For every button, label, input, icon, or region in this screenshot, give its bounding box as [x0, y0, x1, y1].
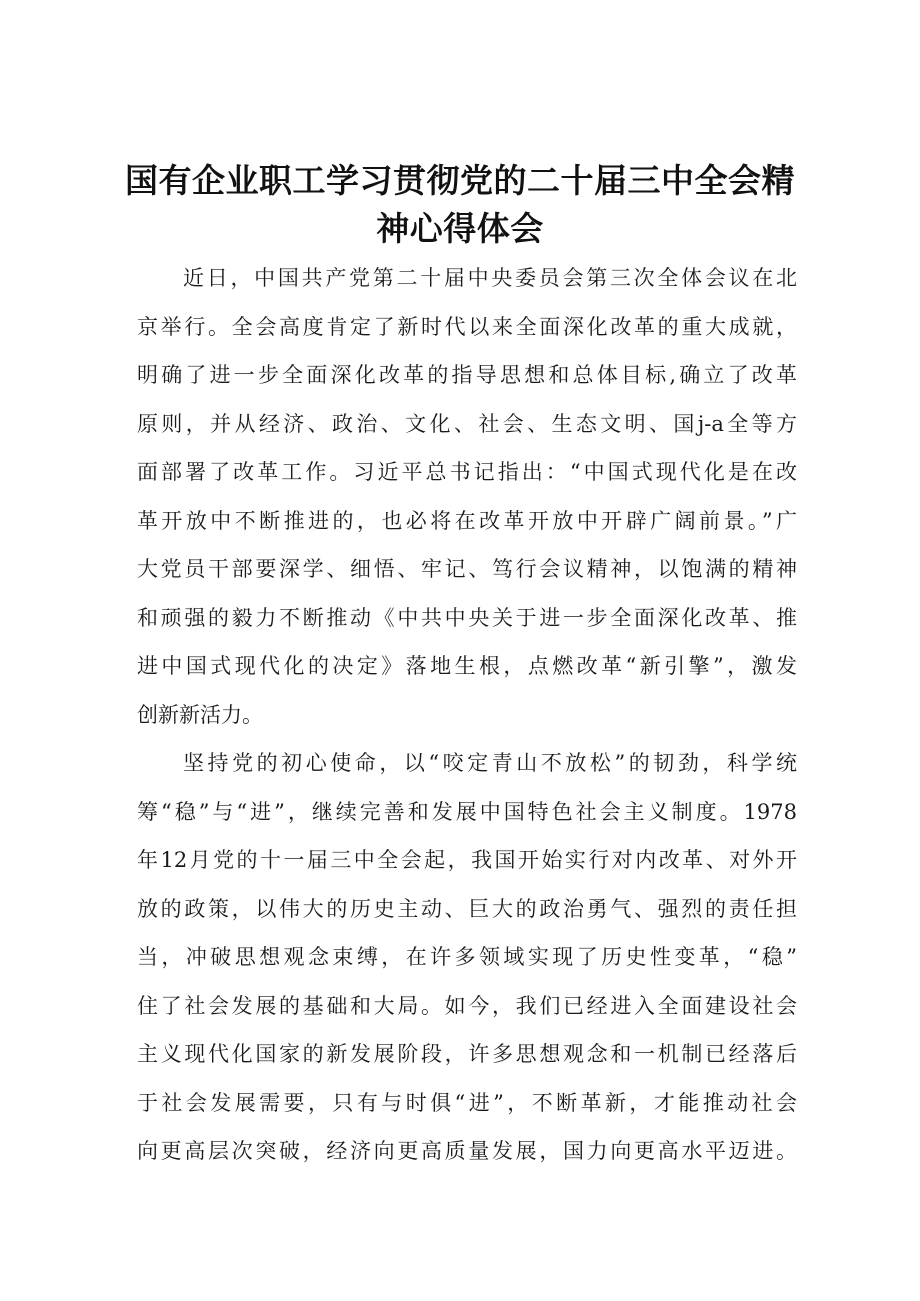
paragraph-line: 近日，中国共产党第二十届中央委员会第三次全体会议在北 [183, 266, 797, 290]
paragraph-line: 创新新活力。 [137, 702, 263, 727]
paragraph-2 [137, 739, 797, 1176]
paragraph-line: 面部署了改革工作。习近平总书记指出：“中国式现代化是在改 [137, 460, 797, 484]
document-body [137, 254, 797, 1176]
paragraph-1 [137, 254, 797, 739]
paragraph-line: 明确了进一步全面深化改革的指导思想和总体目标,确立了改革 [137, 363, 797, 387]
paragraph-line: 于社会发展需要，只有与时俱“进”，不断革新，才能推动社会 [137, 1090, 797, 1115]
paragraph-line: 住了社会发展的基础和大局。如今，我们已经进入全面建设社会 [137, 993, 797, 1018]
paragraph-line: 京举行。全会高度肯定了新时代以来全面深化改革的重大成就， [137, 314, 797, 339]
paragraph-line: 主义现代化国家的新发展阶段，许多思想观念和一机制已经落后 [137, 1042, 797, 1066]
paragraph-line: 向更高层次突破，经济向更高质量发展，国力向更高水平迈进。 [137, 1139, 797, 1163]
paragraph-line: 大党员干部要深学、细悟、牢记、笃行会议精神，以饱满的精神 [137, 557, 797, 581]
title-line-2: 神心得体会 [376, 209, 544, 249]
paragraph-line: 进中国式现代化的决定》落地生根，点燃改革“新引擎”，激发 [137, 654, 797, 678]
paragraph-line: 革开放中不断推进的，也必将在改革开放中开辟广阔前景。”广 [137, 508, 797, 533]
document-title [120, 157, 800, 253]
paragraph-line: 当，冲破思想观念束缚，在许多领域实现了历史性变革，“稳” [137, 945, 797, 969]
paragraph-line: 筹“稳”与“进”，继续完善和发展中国特色社会主义制度。1978 [137, 799, 797, 824]
paragraph-line: 原则，并从经济、政治、文化、社会、生态文明、国j-a全等方 [137, 411, 797, 436]
paragraph-line: 放的政策，以伟大的历史主动、巨大的政治勇气、强烈的责任担 [137, 896, 797, 921]
paragraph-line: 坚持党的初心使命，以“咬定青山不放松”的韧劲，科学统 [183, 751, 797, 775]
paragraph-line: 和顽强的毅力不断推动《中共中央关于进一步全面深化改革、推 [137, 605, 797, 630]
title-line-1: 国有企业职工学习贯彻党的二十届三中全会精 [125, 161, 795, 201]
paragraph-line: 年12月党的十一届三中全会起，我国开始实行对内改革、对外开 [137, 848, 797, 872]
